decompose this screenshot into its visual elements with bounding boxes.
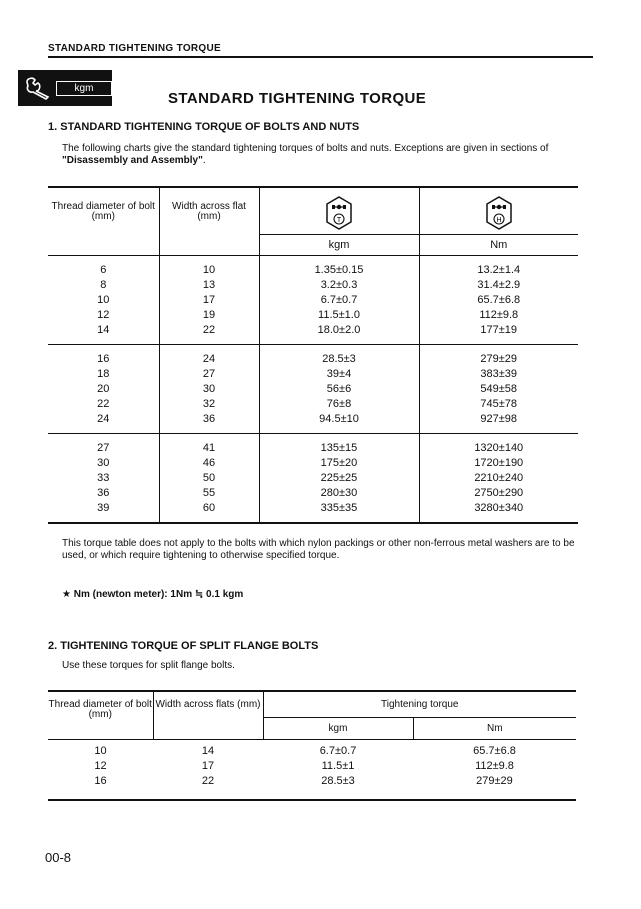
col-torque-header: Tightening torque bbox=[263, 691, 576, 717]
section2-heading: 2. TIGHTENING TORQUE OF SPLIT FLANGE BOLTS bbox=[48, 640, 319, 652]
torque-group-3 bbox=[48, 434, 578, 524]
unit-kgm: kgm bbox=[259, 235, 419, 256]
kgm-values: 135±15 175±20 225±25 280±30 335±35 bbox=[259, 434, 419, 524]
nm-values: 65.7±6.8 112±9.8 279±29 bbox=[413, 739, 576, 800]
svg-text:H: H bbox=[496, 217, 502, 224]
section1-intro: The following charts give the standard tightening torques of bolts and nuts. Exceptions are given in sections of "Disassembly and Assembly". bbox=[62, 143, 549, 166]
width-values: 10 13 17 19 22 bbox=[159, 256, 259, 345]
nm-values: 1320±140 1720±190 2210±240 2750±290 3280±340 bbox=[419, 434, 578, 524]
split-flange-table bbox=[48, 690, 576, 801]
width-values: 24 27 30 32 36 bbox=[159, 345, 259, 434]
unit-nm: Nm bbox=[413, 717, 576, 739]
bolt-h-cell bbox=[419, 187, 578, 235]
section-badge bbox=[18, 70, 112, 106]
split-flange-rows bbox=[48, 739, 576, 800]
section1-heading: 1. STANDARD TIGHTENING TORQUE OF BOLTS AND NUTS bbox=[48, 121, 360, 133]
thread-values: 10 12 16 bbox=[48, 739, 153, 800]
wrench-icon bbox=[24, 76, 54, 100]
torque-group-2 bbox=[48, 345, 578, 434]
col-width-header: Width across flat (mm) bbox=[159, 187, 259, 256]
torque-group-1 bbox=[48, 256, 578, 345]
header-rule bbox=[48, 56, 593, 58]
page-number: 00-8 bbox=[45, 850, 72, 865]
col-thread-header: Thread diameter of bolt (mm) bbox=[48, 691, 153, 739]
kgm-values: 28.5±3 39±4 56±6 76±8 94.5±10 bbox=[259, 345, 419, 434]
unit-note: ★ Nm (newton meter): 1Nm ≒ 0.1 kgm bbox=[62, 589, 244, 600]
section2-intro: Use these torques for split flange bolts. bbox=[62, 660, 235, 671]
width-values: 41 46 50 55 60 bbox=[159, 434, 259, 524]
bolt-head-T-icon bbox=[326, 196, 352, 230]
thread-values: 6 8 10 12 14 bbox=[48, 256, 159, 345]
kgm-values: 1.35±0.15 3.2±0.3 6.7±0.7 11.5±1.0 18.0±2.0 bbox=[259, 256, 419, 345]
col-thread-header: Thread diameter of bolt (mm) bbox=[48, 187, 159, 256]
nm-values: 279±29 383±39 549±58 745±78 927±98 bbox=[419, 345, 578, 434]
unit-nm: Nm bbox=[419, 235, 578, 256]
nm-values: 13.2±1.4 31.4±2.9 65.7±6.8 112±9.8 177±19 bbox=[419, 256, 578, 345]
width-values: 14 17 22 bbox=[153, 739, 263, 800]
kgm-values: 6.7±0.7 11.5±1 28.5±3 bbox=[263, 739, 413, 800]
badge-label: kgm bbox=[56, 81, 112, 96]
bolt-t-cell bbox=[259, 187, 419, 235]
page-title: STANDARD TIGHTENING TORQUE bbox=[168, 90, 427, 107]
torque-table bbox=[48, 186, 578, 524]
svg-text:T: T bbox=[336, 217, 342, 224]
table-note: This torque table does not apply to the bolts with which nylon packings or other non-ferrous metal washers are to be used, or which require tightening to otherwise specified torque. bbox=[62, 538, 575, 561]
unit-kgm: kgm bbox=[263, 717, 413, 739]
thread-values: 27 30 33 36 39 bbox=[48, 434, 159, 524]
thread-values: 16 18 20 22 24 bbox=[48, 345, 159, 434]
col-width-header: Width across flats (mm) bbox=[153, 691, 263, 739]
running-header: STANDARD TIGHTENING TORQUE bbox=[48, 43, 221, 54]
bolt-head-H-icon bbox=[486, 196, 512, 230]
